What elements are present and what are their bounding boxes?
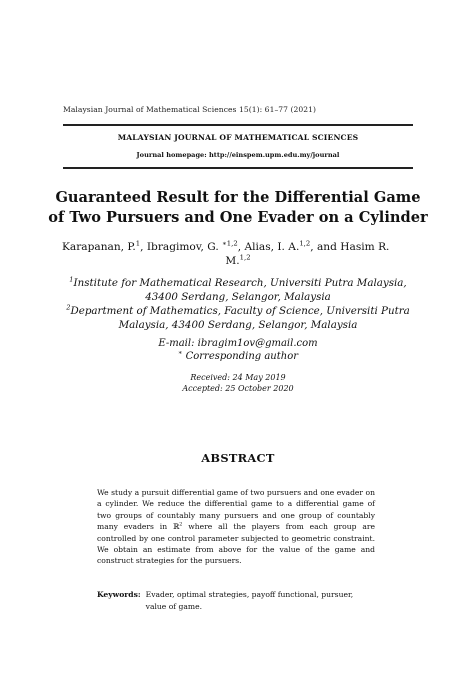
author-affiliation-mark: 1,2 [239,253,251,262]
dates [48,372,428,394]
journal-homepage: Journal homepage: http://einspem.upm.edu.my/journal [136,151,340,159]
corresponding-author-note [48,350,428,363]
affiliation-1 [48,276,428,290]
received-date: Received: 24 May 2019 [190,373,286,382]
journal-name: MALAYSIAN JOURNAL OF MATHEMATICAL SCIENCES [117,133,359,142]
abstract-text: where all the players from each group are controlled by one control parameter subjected to geometric constraint. We obtain an estimate from above for the value of the game and construct strategies for the pursuers. [97,522,375,566]
abstract-text: We study a pursuit differential game of two pursuers and one evader on a cylinder. We reduce the differential game to a differential game of two groups of countably many pursuers and one group of countably many evaders in [97,488,375,532]
keywords [97,589,375,612]
author-name-continued: M. [225,255,240,267]
author-list [62,240,414,268]
abstract-heading: ABSTRACT [201,451,275,465]
accepted-date: Accepted: 25 October 2020 [182,384,294,393]
math-exponent: 2 [179,521,183,528]
author-affiliation-mark: 1 [135,239,141,248]
affiliation-1-line2: 43400 Serdang, Selangor, Malaysia [145,291,331,303]
running-head: Malaysian Journal of Mathematical Sciences 15(1): 61–77 (2021) [63,105,317,114]
keywords-label: Keywords: [97,590,141,599]
affiliation-mark: 2 [66,303,71,312]
header-rule-top [63,124,413,126]
author-name: , Alias, I. A. [237,241,300,253]
keywords-text: Evader, optimal strategies, payoff functional, pursuer, value of game. [145,590,354,611]
author-name: , Ibragimov, G. [140,241,223,253]
affiliation-2-line2: Malaysia, 43400 Serdang, Selangor, Malaysia [118,319,358,331]
author-affiliation-mark: 1,2 [299,239,311,248]
header-rule-bottom [63,167,413,169]
affiliation-mark: 1 [69,275,74,284]
abstract-body [97,487,375,567]
affiliations [48,276,428,332]
affiliation-2 [48,304,428,318]
corresponding-mark: ∗ [177,348,183,357]
author-affiliation-mark: ∗1,2 [222,239,238,248]
corresponding-email: E-mail: ibragim1ov@gmail.com [158,338,318,349]
affiliation-text: Institute for Mathematical Research, Universiti Putra Malaysia, [73,277,407,289]
author-name: Karapanan, P. [62,241,136,253]
corresponding-text: Corresponding author [182,351,299,362]
affiliation-text: Department of Mathematics, Faculty of Science, Universiti Putra [70,305,410,317]
math-symbol: ℝ [172,522,180,532]
paper-title: Guaranteed Result for the Differential Game of Two Pursuers and One Evader on a Cylinder [48,189,428,226]
author-name: , and Hasim R. [310,241,390,253]
